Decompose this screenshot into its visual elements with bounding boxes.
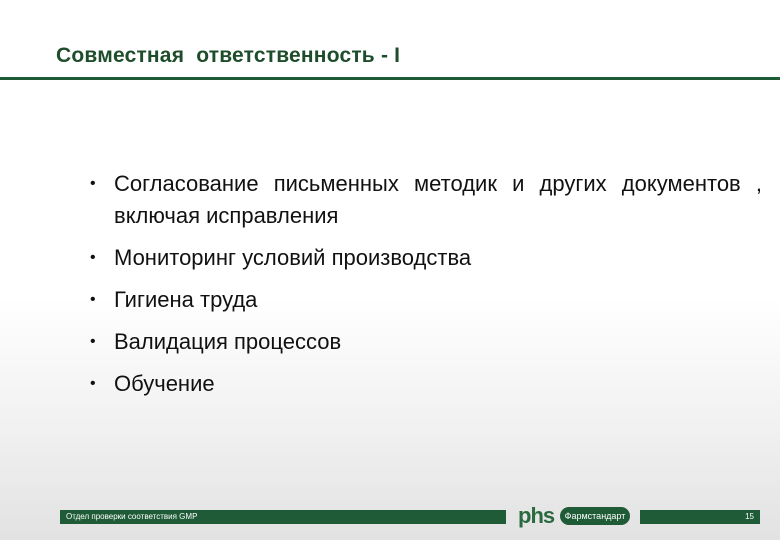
- bullet-item: [90, 242, 762, 274]
- page-number: 15: [745, 512, 754, 521]
- bullet-text: Мониторинг условий производства: [114, 245, 472, 270]
- slide-title: Совместная ответственность - I: [56, 44, 401, 67]
- bullet-icon: •: [90, 175, 96, 192]
- bullet-icon: •: [90, 249, 96, 266]
- bullet-icon: •: [90, 333, 96, 350]
- bullet-icon: •: [90, 375, 96, 392]
- bullet-text: Согласование письменных методик и других документов , включая исправления: [114, 171, 762, 228]
- bullet-item: [90, 368, 762, 400]
- bullet-icon: •: [90, 291, 96, 308]
- bullet-text: Гигиена труда: [114, 287, 258, 312]
- bullet-list: [90, 168, 762, 410]
- footer-bar-right: [640, 510, 760, 524]
- company-logo: [516, 503, 634, 531]
- title-divider: [0, 77, 780, 80]
- logo-mark: phs: [518, 503, 555, 528]
- bullet-item: [90, 326, 762, 358]
- footer-department: Отдел проверки соответствия GMP: [66, 512, 198, 521]
- bullet-text: Обучение: [114, 371, 215, 396]
- bullet-item: [90, 168, 762, 232]
- bullet-text: Валидация процессов: [114, 329, 342, 354]
- logo-badge: Фармстандарт: [560, 507, 630, 525]
- bullet-item: [90, 284, 762, 316]
